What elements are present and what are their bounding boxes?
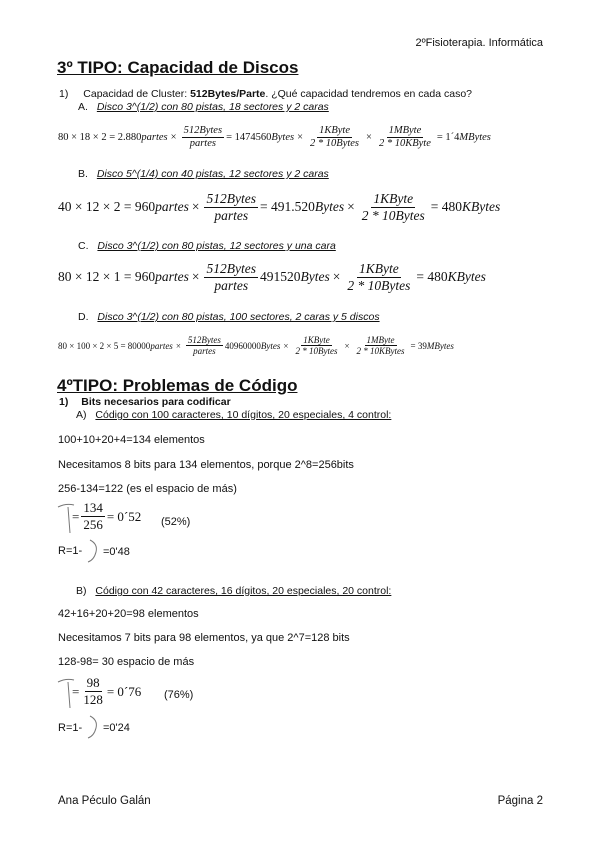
question-text-post: . ¿Qué capacidad tendremos en cada caso?	[265, 88, 473, 100]
numerator: 1KByte	[317, 125, 352, 138]
numerator: 512Bytes	[206, 191, 256, 206]
numerator: 1MByte	[366, 335, 395, 345]
formula-d: 80 × 100 × 2 × 5 = 80000 partes × $\frac{\text{512Bytes}}{\text{partes}}$ 40960000 Bytes × $\frac{\text{1KByte}}{\text{2 * 10Bytes}}$ × $\frac{\text{1MByte}}{\text{2 * 10KBytes}}$ = 39 MBytes	[58, 335, 454, 357]
formula-unit: partes	[155, 199, 189, 215]
case-label: B.	[78, 168, 88, 180]
fraction	[345, 261, 412, 294]
r-prefix: R=1-	[58, 545, 83, 557]
formula-unit: partes	[155, 269, 189, 285]
code-a-heading	[76, 409, 391, 421]
formula-unit: Bytes	[300, 269, 330, 285]
footer-page-number: Página 2	[497, 795, 543, 807]
formula-mid: 491520	[259, 269, 301, 285]
formula-a: 80 × 18 × 2 = 2.880 partes × $\frac{\text{512Bytes}}{\text{partes}}$ = 1474560 Bytes × $\frac{\text{1KByte}}{\text{2 * 10Bytes}}$ × $\frac{\text{1MByte}}{\text{2 * 10KByte}}$ = 1´4 MBytes	[58, 125, 491, 150]
case-c-heading	[78, 240, 336, 252]
numerator: 1KByte	[373, 191, 414, 206]
case-label: D.	[78, 311, 89, 323]
denominator: partes	[193, 346, 216, 357]
formula-c: 80 × 12 × 1 = 960 partes × $\frac{\text{512Bytes}}{\text{partes}}$ 491520 Bytes × $\frac{\text{1KByte}}{\text{2 * 10Bytes}}$ = 480 KBytes	[58, 261, 486, 293]
text-line: Necesitamos 7 bits para 98 elementos, ya que 2^7=128 bits	[58, 632, 350, 644]
case-label: C.	[78, 240, 89, 252]
numerator: 98	[86, 675, 100, 690]
fraction	[81, 501, 105, 533]
question-text: Bits necesarios para codificar	[81, 396, 231, 408]
formula-lhs: 80 × 100 × 2 × 5 = 80000	[58, 341, 151, 352]
fraction	[204, 261, 258, 294]
case-label: A)	[76, 409, 87, 421]
fraction	[308, 125, 361, 151]
formula-unit: Bytes	[271, 132, 295, 144]
case-title: Disco 3^(1/2) con 80 pistas, 100 sectores, 2 caras y 5 discos	[97, 311, 380, 323]
section-4-title: 4ºTIPO: Problemas de Código	[57, 376, 298, 395]
denominator: partes	[214, 277, 249, 293]
r-result: =0'48	[103, 546, 130, 558]
question-number: 1)	[59, 88, 69, 100]
formula-lhs: 80 × 12 × 1 = 960	[58, 269, 156, 285]
formula-mid: = 1474560	[226, 132, 272, 144]
formula-result-unit: KBytes	[447, 269, 486, 285]
r-prefix: R=1-	[58, 722, 83, 734]
formula-unit: partes	[141, 132, 168, 144]
formula-result-unit: MBytes	[459, 132, 491, 144]
ratio-formula-b: = $\frac{98}{128}$ = 0´76	[72, 675, 142, 707]
fraction	[293, 335, 339, 357]
text-line: 128-98= 30 espacio de más	[58, 656, 195, 668]
case-title: Disco 5^(1/4) con 40 pistas, 12 sectores y 2 caras	[96, 168, 329, 180]
formula-lhs: 40 × 12 × 2 = 960	[58, 199, 156, 215]
question-1	[59, 88, 472, 100]
question-text-bold: 512Bytes/Parte	[190, 88, 266, 100]
numerator: 134	[83, 500, 103, 515]
text-line: 100+10+20+4=134 elementos	[58, 434, 205, 446]
text-line: Necesitamos 8 bits para 134 elementos, porque 2^8=256bits	[58, 459, 354, 471]
header-course: 2ºFisioterapia. Informática	[415, 37, 543, 49]
formula-b: 40 × 12 × 2 = 960 partes × $\frac{\text{512Bytes}}{\text{partes}}$ = 491.520 Bytes × $\frac{\text{1KByte}}{\text{2 * 10Bytes}}$ = 480 KBytes	[58, 191, 501, 223]
numerator: 1MByte	[387, 125, 424, 138]
case-title: Código con 100 caracteres, 10 dígitos, 20 especiales, 4 control:	[95, 409, 392, 421]
case-title: Código con 42 caracteres, 16 dígitos, 20 especiales, 20 control:	[95, 585, 392, 597]
case-title: Disco 3^(1/2) con 80 pistas, 18 sectores y 2 caras	[96, 101, 329, 113]
case-label: A.	[78, 101, 88, 113]
fraction	[186, 335, 223, 357]
case-d-heading	[78, 311, 380, 323]
fraction	[377, 125, 433, 151]
denominator: 128	[83, 691, 103, 707]
formula-result: = 480	[416, 269, 448, 285]
formula-result-unit: KBytes	[461, 199, 501, 215]
denominator: 2 * 10Bytes	[310, 138, 360, 150]
fraction	[204, 191, 258, 224]
formula-result: = 39	[410, 341, 427, 352]
formula-result: = 1´4	[436, 132, 460, 144]
question-number: 1)	[59, 396, 69, 408]
denominator: 2 * 10Bytes	[347, 277, 411, 293]
denominator: 256	[83, 516, 103, 532]
numerator: 1KByte	[303, 335, 330, 345]
percentage: (52%)	[161, 516, 191, 528]
formula-result: = 0´76	[106, 683, 142, 699]
formula-result: = 0´52	[106, 508, 142, 524]
fraction	[182, 125, 225, 151]
denominator: partes	[189, 138, 216, 150]
ratio-formula-a: = $\frac{134}{256}$ = 0´52	[72, 500, 142, 532]
denominator: 2 * 10KByte	[378, 138, 431, 150]
formula-result: = 480	[430, 199, 462, 215]
numerator: 1KByte	[358, 261, 399, 276]
fraction	[360, 191, 427, 224]
text-line: 256-134=122 (es el espacio de más)	[58, 483, 237, 495]
formula-result-unit: MBytes	[426, 341, 454, 352]
denominator: 2 * 10Bytes	[295, 346, 338, 357]
text-line: 42+16+20+20=98 elementos	[58, 608, 199, 620]
percentage: (76%)	[164, 689, 194, 701]
denominator: partes	[214, 207, 249, 223]
formula-lhs: 80 × 18 × 2 = 2.880	[58, 132, 142, 144]
footer-author: Ana Péculo Galán	[58, 795, 151, 807]
formula-mid: = 491.520	[259, 199, 315, 215]
formula-unit: partes	[150, 341, 173, 352]
formula-mid: 40960000	[224, 341, 261, 352]
denominator: 2 * 10KBytes	[356, 346, 405, 357]
case-title: Disco 3^(1/2) con 80 pistas, 12 sectores y una cara	[97, 240, 336, 252]
numerator: 512Bytes	[182, 125, 225, 138]
numerator: 512Bytes	[206, 261, 256, 276]
case-a-heading	[78, 101, 329, 113]
fraction	[355, 335, 407, 357]
formula-unit: Bytes	[260, 341, 281, 352]
formula-unit: Bytes	[314, 199, 345, 215]
code-b-heading	[76, 585, 391, 597]
numerator: 512Bytes	[187, 335, 221, 345]
question-4-1	[59, 396, 231, 408]
case-b-heading	[78, 168, 329, 180]
section-3-title: 3º TIPO: Capacidad de Discos	[57, 58, 299, 77]
fraction	[81, 676, 105, 708]
denominator: 2 * 10Bytes	[361, 207, 425, 223]
question-text-pre: Capacidad de Cluster:	[83, 88, 191, 100]
r-result: =0'24	[103, 722, 130, 734]
case-label: B)	[76, 585, 87, 597]
